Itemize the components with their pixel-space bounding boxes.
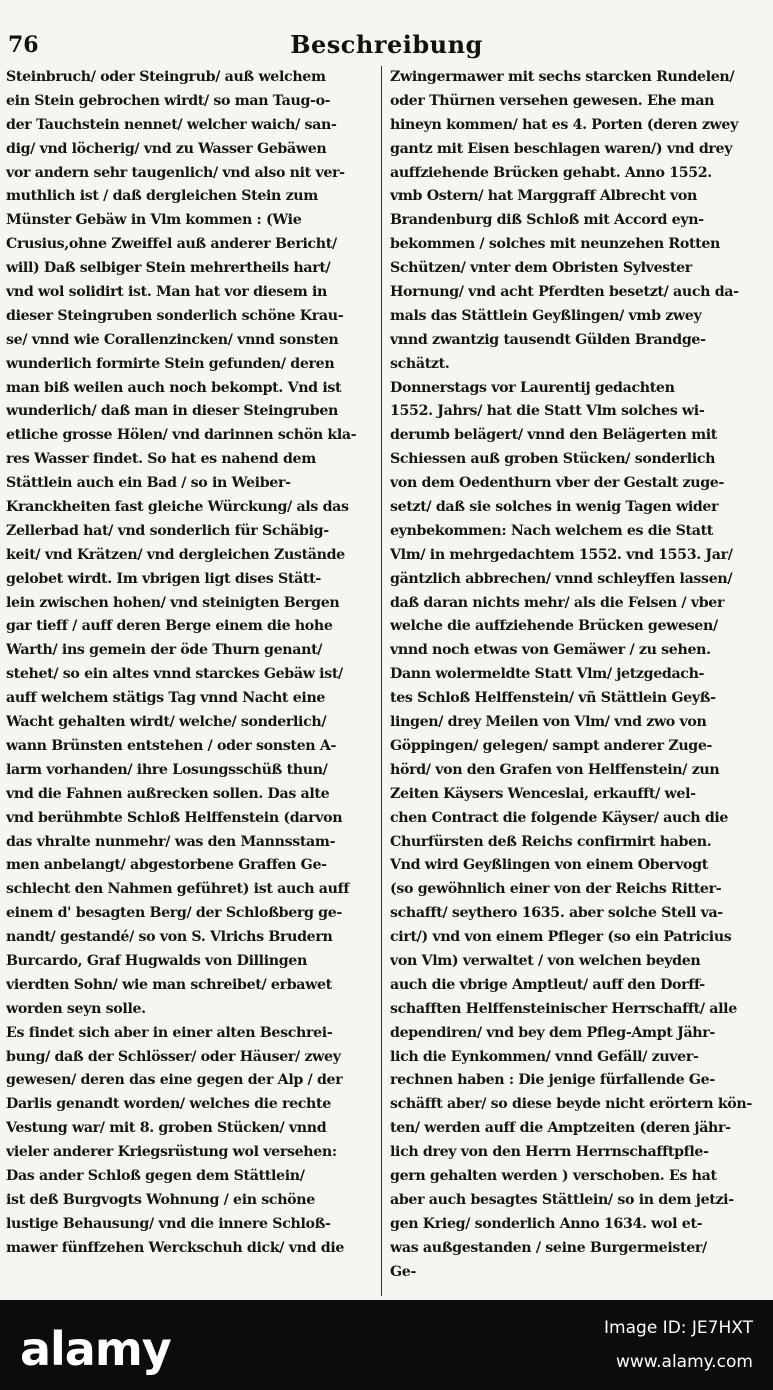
text-line: wunderlich/ daß man in dieser Steingruben xyxy=(6,403,338,420)
page-header xyxy=(0,30,773,64)
text-line: etliche grosse Hölen/ vnd darinnen schön kla- xyxy=(6,427,357,444)
text-line: men anbelangt/ abgestorbene Graffen Ge- xyxy=(6,857,327,874)
text-line: Das ander Schloß gegen dem Stättlein/ xyxy=(6,1167,305,1184)
text-line: Schützen/ vnter dem Obristen Sylvester xyxy=(390,260,692,277)
text-line: lustige Behausung/ vnd die innere Schloß- xyxy=(6,1215,331,1232)
text-line: Dann wolermeldte Statt Vlm/ jetzgedach- xyxy=(390,666,705,683)
column-divider xyxy=(381,66,382,1296)
text-line: dig/ vnd löcherig/ vnd zu Wasser Gebäwen xyxy=(6,140,327,157)
text-line: (so gewöhnlich einer von der Reichs Ritter- xyxy=(390,881,722,898)
text-line: daß daran nichts mehr/ als die Felsen / vber xyxy=(390,594,725,611)
text-line: ein Stein gebrochen wirdt/ so man Taug-o- xyxy=(6,92,331,109)
text-line: chen Contract die folgende Käyser/ auch die xyxy=(390,809,729,826)
text-line: Warth/ ins gemein der öde Thurn genant/ xyxy=(6,642,323,659)
text-line: Münster Gebäw in Vlm kommen : (Wie xyxy=(6,212,302,229)
text-line: eynbekommen: Nach welchem es die Statt xyxy=(390,522,714,539)
text-line: gäntzlich abbrechen/ vnnd schleyffen lassen/ xyxy=(390,570,733,587)
text-line: mawer fünffzehen Werckschuh dick/ vnd die xyxy=(6,1239,345,1256)
text-line: vor andern sehr taugenlich/ vnd also nit ver- xyxy=(6,164,345,181)
text-line: ten/ werden auff die Amptzeiten (deren jähr- xyxy=(390,1120,731,1137)
text-line: rechnen haben : Die jenige fürfallende Ge- xyxy=(390,1072,715,1089)
text-line: Donnerstags vor Laurentij gedachten xyxy=(390,379,675,396)
page-number: 76 xyxy=(8,32,39,58)
text-line: der Tauchstein nennet/ welcher waich/ san- xyxy=(6,116,337,133)
text-line: larm vorhanden/ ihre Losungsschüß thun/ xyxy=(6,761,328,778)
text-line: man biß weilen auch noch bekompt. Vnd ist xyxy=(6,379,342,396)
image-id-label: Image ID: JE7HXT xyxy=(604,1318,753,1338)
text-line: auff welchem stätigs Tag vnnd Nacht eine xyxy=(6,690,326,707)
text-line: Crusius,ohne Zweiffel auß anderer Bericht/ xyxy=(6,236,337,253)
text-line: gen Krieg/ sonderlich Anno 1634. wol et- xyxy=(390,1215,703,1232)
text-line: das vhralte nunmehr/ was den Mannsstam- xyxy=(6,833,336,850)
text-line: lein zwischen hohen/ vnd steinigten Bergen xyxy=(6,594,340,611)
text-line: gelobet wirdt. Im vbrigen ligt dises Stätt- xyxy=(6,570,321,587)
text-line: von dem Oedenthurn vber der Gestalt zuge- xyxy=(390,475,724,492)
text-line: gewesen/ deren das eine gegen der Alp / der xyxy=(6,1072,343,1089)
text-line: Hornung/ vnd acht Pferdten besetzt/ auch da- xyxy=(390,284,739,301)
text-line: oder Thürnen versehen gewesen. Ehe man xyxy=(390,92,715,109)
watermark-footer xyxy=(0,1300,773,1390)
text-line: hineyn kommen/ hat es 4. Porten (deren zwey xyxy=(390,116,738,133)
text-line: wunderlich formirte Stein gefunden/ deren xyxy=(6,355,335,372)
text-line: vmb Ostern/ hat Marggraff Albrecht von xyxy=(390,188,697,205)
text-line: vnd berühmbte Schloß Helffenstein (darvon xyxy=(6,809,343,826)
text-line: se/ vnnd wie Corallenzincken/ vnnd sonsten xyxy=(6,331,339,348)
text-line: Wacht gehalten wirdt/ welche/ sonderlich/ xyxy=(6,714,327,731)
text-line: Kranckheiten fast gleiche Würckung/ als das xyxy=(6,499,349,516)
text-line: will) Daß selbiger Stein mehrertheils hart/ xyxy=(6,260,331,277)
text-line: Vestung war/ mit 8. groben Stücken/ vnnd xyxy=(6,1120,327,1137)
text-line: hörd/ von den Grafen von Helffenstein/ zun xyxy=(390,761,720,778)
text-line: Brandenburg diß Schloß mit Accord eyn- xyxy=(390,212,704,229)
text-line: setzt/ daß sie solches in wenig Tagen wider xyxy=(390,499,719,516)
text-line: Vlm/ in mehrgedachtem 1552. vnd 1553. Jar/ xyxy=(390,546,733,563)
text-line: vnd wol solidirt ist. Man hat vor diesem in xyxy=(6,284,327,301)
text-line: Churfürsten deß Reichs confirmirt haben. xyxy=(390,833,712,850)
running-title: Beschreibung xyxy=(290,30,483,59)
text-line: dependiren/ vnd bey dem Pfleg-Ampt Jähr- xyxy=(390,1024,715,1041)
text-line: nandt/ gestandé/ so von S. Vlrichs Brudern xyxy=(6,929,333,946)
text-line: schlecht den Nahmen geführet) ist auch auff xyxy=(6,881,350,898)
right-text-column xyxy=(390,66,752,1284)
text-line: Zeiten Käysers Wenceslai, erkaufft/ wel- xyxy=(390,785,696,802)
text-line: ist deß Burgvogts Wohnung / ein schöne xyxy=(6,1191,315,1208)
text-line: gantz mit Eisen beschlagen waren/) vnd drey xyxy=(390,140,733,157)
text-line: muthlich ist / daß dergleichen Stein zum xyxy=(6,188,318,205)
text-line: Es findet sich aber in einer alten Beschrei- xyxy=(6,1024,333,1041)
text-line: worden seyn solle. xyxy=(6,1000,146,1017)
text-line: Zwingermawer mit sechs starcken Rundelen/ xyxy=(390,69,735,85)
text-line: bung/ daß der Schlösser/ oder Häuser/ zwey xyxy=(6,1048,341,1065)
text-line: 1552. Jahrs/ hat die Statt Vlm solches wi- xyxy=(390,403,705,420)
text-line: bekommen / solches mit neunzehen Rotten xyxy=(390,236,721,253)
text-line: was außgestanden / seine Burgermeister/ xyxy=(390,1239,707,1256)
text-line: Vnd wird Geyßlingen von einem Obervogt xyxy=(390,857,708,874)
text-line: Göppingen/ gelegen/ sampt anderer Zuge- xyxy=(390,737,713,754)
text-line: schätzt. xyxy=(390,355,450,372)
text-line: vnnd zwantzig tausendt Gülden Brandge- xyxy=(390,331,706,348)
text-line: lich die Eynkommen/ vnnd Gefäll/ zuver- xyxy=(390,1048,699,1065)
text-line: res Wasser findet. So hat es nahend dem xyxy=(6,451,316,468)
alamy-logo: alamy xyxy=(20,1322,171,1376)
text-line: vieler anderer Kriegsrüstung wol versehen: xyxy=(6,1144,337,1161)
text-line: Steinbruch/ oder Steingrub/ auß welchem xyxy=(6,69,326,85)
text-line: tes Schloß Helffenstein/ vñ Stättlein Geyß- xyxy=(390,690,716,707)
text-line: gar tieff / auff deren Berge einem die hohe xyxy=(6,618,333,635)
text-line: einem d' besagten Berg/ der Schloßberg ge- xyxy=(6,905,342,922)
text-line: cirt/) vnd von einem Pfleger (so ein Patricius xyxy=(390,929,732,946)
text-line: welche die auffziehende Brücken gewesen/ xyxy=(390,618,718,635)
text-line: Burcardo, Graf Hugwalds von Dillingen xyxy=(6,952,307,969)
text-line: Ge- xyxy=(390,1263,416,1280)
text-line: auffziehende Brücken gehabt. Anno 1552. xyxy=(390,164,712,181)
text-line: mals das Stättlein Geyßlingen/ vmb zwey xyxy=(390,307,702,324)
text-line: schafft/ seythero 1635. aber solche Stell va- xyxy=(390,905,723,922)
text-line: lingen/ drey Meilen von Vlm/ vnd zwo von xyxy=(390,714,707,731)
text-line: lich drey von den Herrn Herrnschafftpfle- xyxy=(390,1144,709,1161)
text-line: schafften Helffensteinischer Herrschafft/ alle xyxy=(390,1000,737,1017)
text-line: von Vlm) verwaltet / von welchen beyden xyxy=(390,952,701,969)
text-line: auch die vbrige Amptleut/ auff den Dorff- xyxy=(390,976,705,993)
text-line: aber auch besagtes Stättlein/ so in dem jetzi- xyxy=(390,1191,734,1208)
text-line: Zellerbad hat/ vnd sonderlich für Schäbig- xyxy=(6,522,329,539)
text-line: gern gehalten werden ) verschoben. Es hat xyxy=(390,1167,717,1184)
text-line: Darlis genandt worden/ welches die rechte xyxy=(6,1096,331,1113)
text-line: derumb belägert/ vnnd den Belägerten mit xyxy=(390,427,717,444)
text-line: stehet/ so ein altes vnnd starckes Gebäw ist/ xyxy=(6,666,343,683)
left-text-column xyxy=(6,66,372,1261)
text-line: dieser Steingruben sonderlich schöne Krau- xyxy=(6,307,344,324)
text-line: vnd die Fahnen außrecken sollen. Das alte xyxy=(6,785,330,802)
text-line: Schiessen auß groben Stücken/ sonderlich xyxy=(390,451,716,468)
text-line: schäfft aber/ so diese beyde nicht erörtern kön- xyxy=(390,1096,752,1113)
site-url: www.alamy.com xyxy=(615,1352,753,1372)
text-line: vierdten Sohn/ wie man schreibet/ erbawet xyxy=(6,976,332,993)
text-line: wann Brünsten entstehen / oder sonsten A- xyxy=(6,737,337,754)
text-line: keit/ vnd Krätzen/ vnd dergleichen Zustände xyxy=(6,546,345,563)
text-line: vnnd noch etwas von Gemäwer / zu sehen. xyxy=(390,642,711,659)
text-line: Stättlein auch ein Bad / so in Weiber- xyxy=(6,475,291,492)
